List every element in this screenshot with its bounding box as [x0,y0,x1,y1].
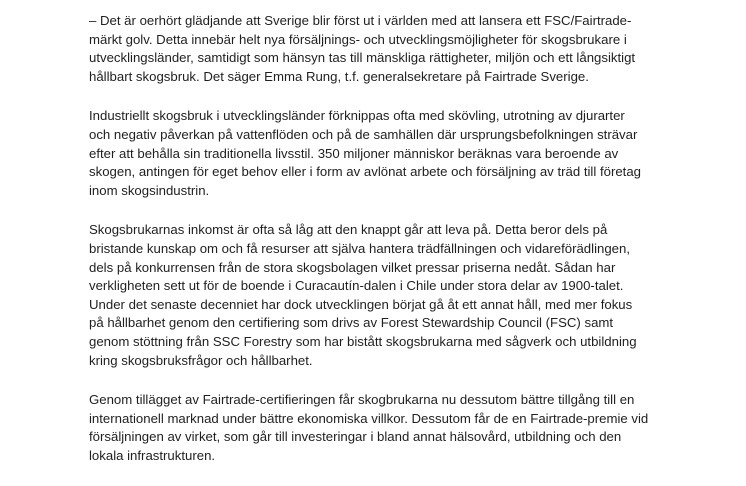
paragraph-quote [89,12,649,86]
text-line: hållbart skogsbruk. Det säger Emma Rung, t.f. generalsekretare på Fairtrade Sverige. [89,68,589,84]
text-line: märkt golv. Detta innebär helt nya försäljnings- och utvecklingsmöjligheter för skogsbrukare i [89,31,627,47]
text-line: efter att behålla sin traditionella livsstil. 350 miljoner människor beräknas vara beroende av [89,145,619,161]
paragraph-industrial-forestry [89,107,649,200]
text-line: inom skogsindustrin. [89,182,210,198]
text-line: försäljningen av virket, som går till investeringar i bland annat hälsovård, utbildning och den [89,429,622,445]
text-line: genom stöttning från SSC Forestry som har bistått skogsbrukarna med sågverk och utbildning [89,333,637,349]
paragraph-fairtrade-certification [89,391,649,465]
text-line: kring skogsbruksfrågor och hållbarhet. [89,352,313,368]
article-body [89,12,649,486]
text-line: Genom tillägget av Fairtrade-certifieringen får skogbrukarna nu dessutom bättre tillgång till en [89,392,635,408]
text-line: och negativ påverkan på vattenflöden och på de samhällen där ursprungsbefolkningen strävar [89,126,638,142]
text-line: bristande kunskap om och få resurser att själva hantera trädfällningen och vidareförädlingen, [89,240,631,256]
text-line: internationell marknad under bättre ekonomiska villkor. Dessutom får de en Fairtrade-premie vid [89,410,649,426]
text-line: lokala infrastrukturen. [89,447,216,463]
text-line: verkligheten sett ut för de boende i Curacautín-dalen i Chile under stora delar av 1900-talet. [89,278,624,294]
text-line: Industriellt skogsbruk i utvecklingsländer förknippas ofta med skövling, utrotning av djurarter [89,108,625,124]
paragraph-forest-farmers-income [89,221,649,370]
text-line: Under det senaste decenniet har dock utvecklingen börjat gå åt ett annat håll, med mer fokus [89,296,633,312]
text-line: dels på konkurrensen från de stora skogsbolagen vilket pressar priserna nedåt. Sådan har [89,259,616,275]
text-line: utvecklingsländer, samtidigt som hänsyn tas till mänskliga rättigheter, miljön och ett långsiktigt [89,50,636,66]
text-line: på hållbarhet genom den certifiering som drivs av Forest Stewardship Council (FSC) samt [89,315,614,331]
text-line: skogen, antingen för eget behov eller i form av avlönat arbete och försäljning av träd till företag [89,164,642,180]
text-line: – Det är oerhört glädjande att Sverige blir först ut i världen med att lansera ett FSC/Fairtrade- [89,13,632,28]
text-line: Skogsbrukarnas inkomst är ofta så låg att den knappt går att leva på. Detta beror dels på [89,222,608,238]
